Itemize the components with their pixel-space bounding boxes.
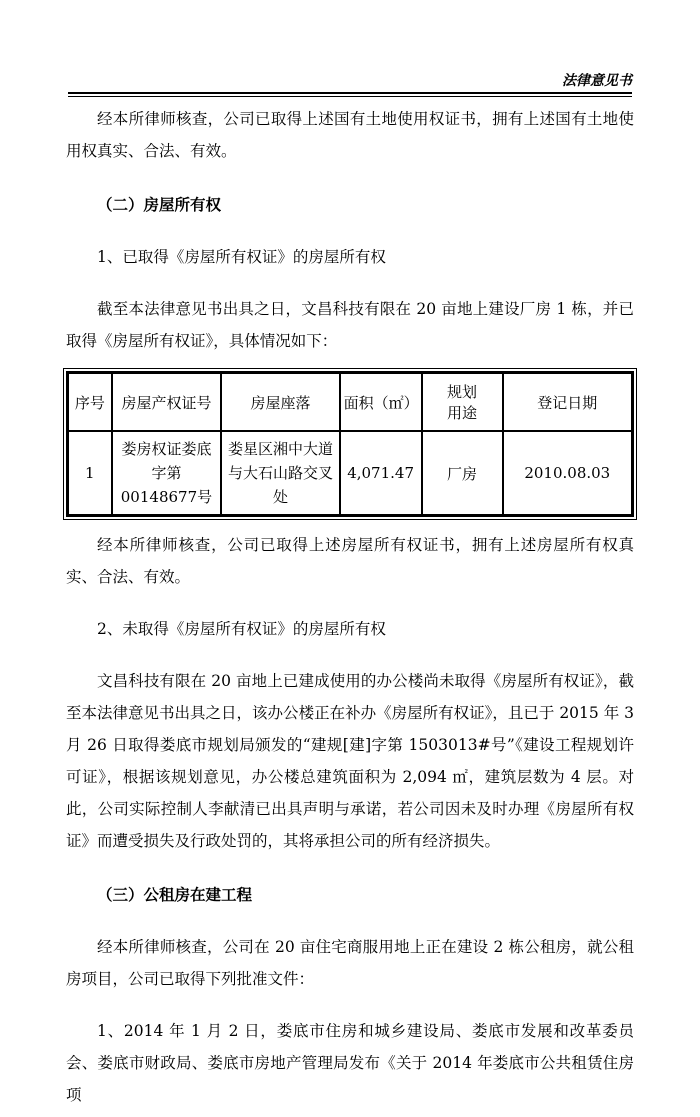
col-header-use-line1: 规划 xyxy=(447,383,478,401)
header-rule-thin xyxy=(68,96,632,97)
col-header-location: 房屋座落 xyxy=(221,373,339,431)
cell-location: 娄星区湘中大道与大石山路交叉处 xyxy=(221,431,339,515)
col-header-cert-no: 房屋产权证号 xyxy=(112,373,222,431)
col-header-area: 面积（㎡） xyxy=(340,373,422,431)
table-row xyxy=(68,431,632,515)
cell-cert-no: 娄房权证娄底字第 00148677号 xyxy=(112,431,222,515)
cell-no: 1 xyxy=(68,431,112,515)
property-table xyxy=(66,371,634,517)
cell-area: 4,071.47 xyxy=(340,431,422,515)
col-header-date: 登记日期 xyxy=(503,373,632,431)
col-header-use-line2: 用途 xyxy=(447,404,478,422)
paragraph-factory-building: 截至本法律意见书出具之日，文昌科技有限在 20 亩地上建设厂房 1 栋，并已取得《房屋所有权证》，具体情况如下： xyxy=(66,300,634,350)
cell-date: 2010.08.03 xyxy=(503,431,632,515)
col-header-no: 序号 xyxy=(68,373,112,431)
cell-use: 厂房 xyxy=(422,431,503,515)
paragraph-office-building: 文昌科技有限在 20 亩地上已建成使用的办公楼尚未取得《房屋所有权证》，截至本法律意见书出具之日，该办公楼正在补办《房屋所有权证》，且已于 2015 年 3 月 26 日取得娄底市规划局颁发的“建规[建]字第 1503013#号”《建设工程规划许可证》，根据该规划意见，办公楼总建筑面积为 2,094 ㎡，建筑层数为 4 层。对此，公司实际控制人李献清已出具声明与承诺，若公司因未及时办理《房屋所有权证》而遭受损失及行政处罚的，其将承担公司的所有经济损失。 xyxy=(66,672,634,850)
section-heading-housing-ownership: （二）房屋所有权 xyxy=(97,196,222,214)
paragraph-approval-document-1: 1、2014 年 1 月 2 日，娄底市住房和城乡建设局、娄底市发展和改革委员会、娄底市财政局、娄底市房地产管理局发布《关于 2014 年娄底市公共租赁住房项 xyxy=(66,1022,634,1104)
page-content xyxy=(66,103,634,1111)
paragraph-land-verification: 经本所律师核查，公司已取得上述国有土地使用权证书，拥有上述国有土地使用权真实、合法、有效。 xyxy=(66,110,634,160)
table-header-row xyxy=(68,373,632,431)
paragraph-public-rental-verification: 经本所律师核查，公司在 20 亩住宅商服用地上正在建设 2 栋公租房，就公租房项目，公司已取得下列批准文件： xyxy=(66,938,634,988)
subheading-obtained-certificate: 1、已取得《房屋所有权证》的房屋所有权 xyxy=(97,248,386,266)
subheading-no-certificate: 2、未取得《房屋所有权证》的房屋所有权 xyxy=(97,620,386,638)
col-header-use xyxy=(422,373,503,431)
section-heading-public-rental: （三）公租房在建工程 xyxy=(97,886,253,904)
document-header-title: 法律意见书 xyxy=(562,73,632,89)
paragraph-housing-verification: 经本所律师核查，公司已取得上述房屋所有权证书，拥有上述房屋所有权真实、合法、有效。 xyxy=(66,536,634,586)
header-rule xyxy=(68,92,632,94)
